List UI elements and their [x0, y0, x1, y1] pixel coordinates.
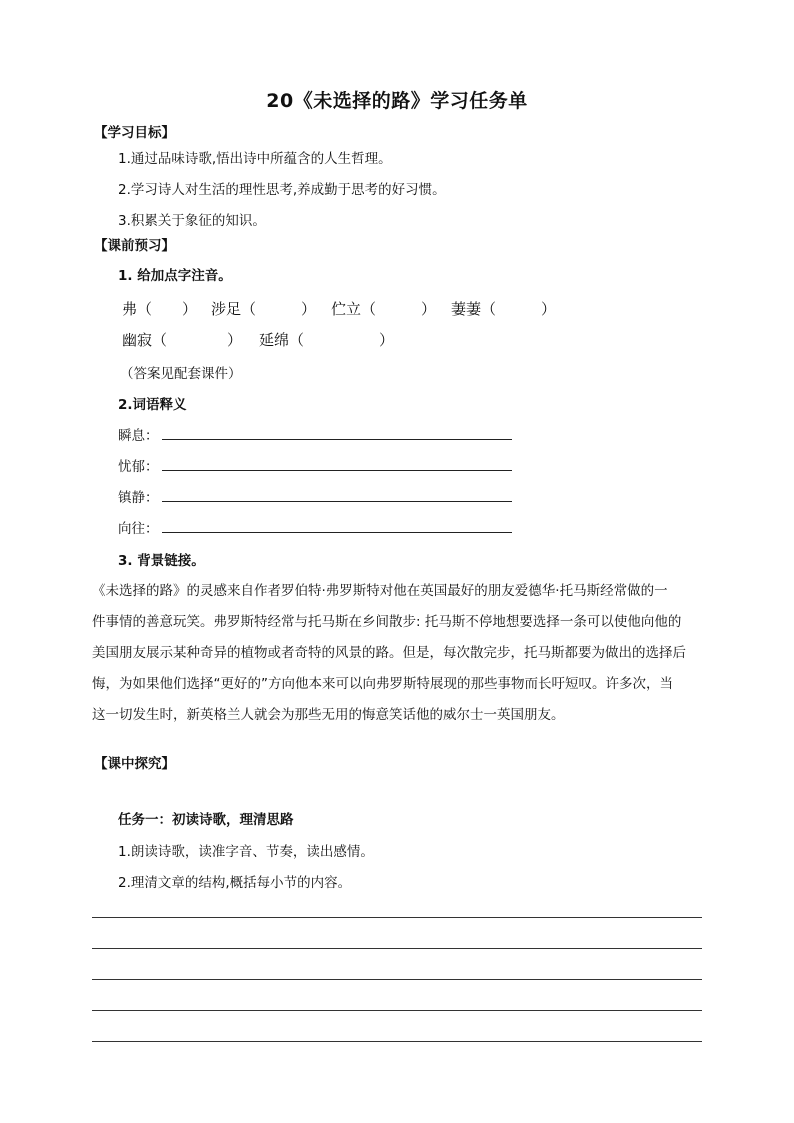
answer-line[interactable] — [162, 470, 512, 471]
writing-line[interactable] — [92, 948, 702, 949]
task-title: 任务一：初读诗歌，理清思路 — [118, 812, 294, 828]
answer-note: （答案见配套课件） — [120, 366, 242, 382]
question-pinyin: 1. 给加点字注音。 — [118, 268, 232, 284]
answer-line[interactable] — [162, 501, 512, 502]
task-item: 1.朗读诗歌，读准字音、节奏，读出感情。 — [118, 844, 374, 860]
page-title: 20《未选择的路》学习任务单 — [266, 90, 528, 112]
term-label: 镇静： — [118, 490, 159, 506]
background-line: 件事情的善意玩笑。弗罗斯特经常与托马斯在乡间散步: 托马斯不停地想要选择一条可以使他向他的 — [92, 614, 682, 630]
pinyin-item: 涉足（ ） — [211, 300, 317, 318]
task-item: 2.理清文章的结构,概括每小节的内容。 — [118, 875, 352, 891]
pinyin-item: 弗（ ） — [122, 300, 198, 318]
pinyin-item: 伫立（ ） — [331, 300, 437, 318]
section-heading-inclass: 【课中探究】 — [94, 756, 175, 772]
term-label: 忧郁： — [118, 459, 159, 475]
writing-line[interactable] — [92, 917, 702, 918]
answer-line[interactable] — [162, 439, 512, 440]
writing-line[interactable] — [92, 1010, 702, 1011]
writing-line[interactable] — [92, 1041, 702, 1042]
goal-item: 3.积累关于象征的知识。 — [118, 213, 266, 229]
question-background: 3. 背景链接。 — [118, 553, 205, 569]
term-label: 瞬息： — [118, 428, 159, 444]
section-heading-preview: 【课前预习】 — [94, 238, 175, 254]
goal-item: 1.通过品味诗歌,悟出诗中所蕴含的人生哲理。 — [118, 151, 392, 167]
background-line: 这一切发生时，新英格兰人就会为那些无用的悔意笑话他的威尔士一英国朋友。 — [92, 707, 565, 723]
pinyin-item: 萋萋（ ） — [451, 300, 557, 318]
answer-line[interactable] — [162, 532, 512, 533]
goal-item: 2.学习诗人对生活的理性思考,养成勤于思考的好习惯。 — [118, 182, 446, 198]
question-definitions: 2.词语释义 — [118, 397, 187, 413]
pinyin-item: 延绵（ ） — [259, 331, 395, 349]
background-line: 悔，为如果他们选择“更好的”方向他本来可以向弗罗斯特展现的那些事物而长吁短叹。许多次，当 — [92, 676, 673, 692]
background-line: 美国朋友展示某种奇异的植物或者奇特的风景的路。但是，每次散完步，托马斯都要为做出的选择后 — [92, 645, 686, 661]
writing-line[interactable] — [92, 979, 702, 980]
section-heading-goals: 【学习目标】 — [94, 125, 175, 141]
term-label: 向往： — [118, 521, 159, 537]
background-line: 《未选择的路》的灵感来自作者罗伯特·弗罗斯特对他在英国最好的朋友爱德华·托马斯经常做的一 — [92, 583, 668, 599]
pinyin-item: 幽寂（ ） — [122, 331, 243, 349]
